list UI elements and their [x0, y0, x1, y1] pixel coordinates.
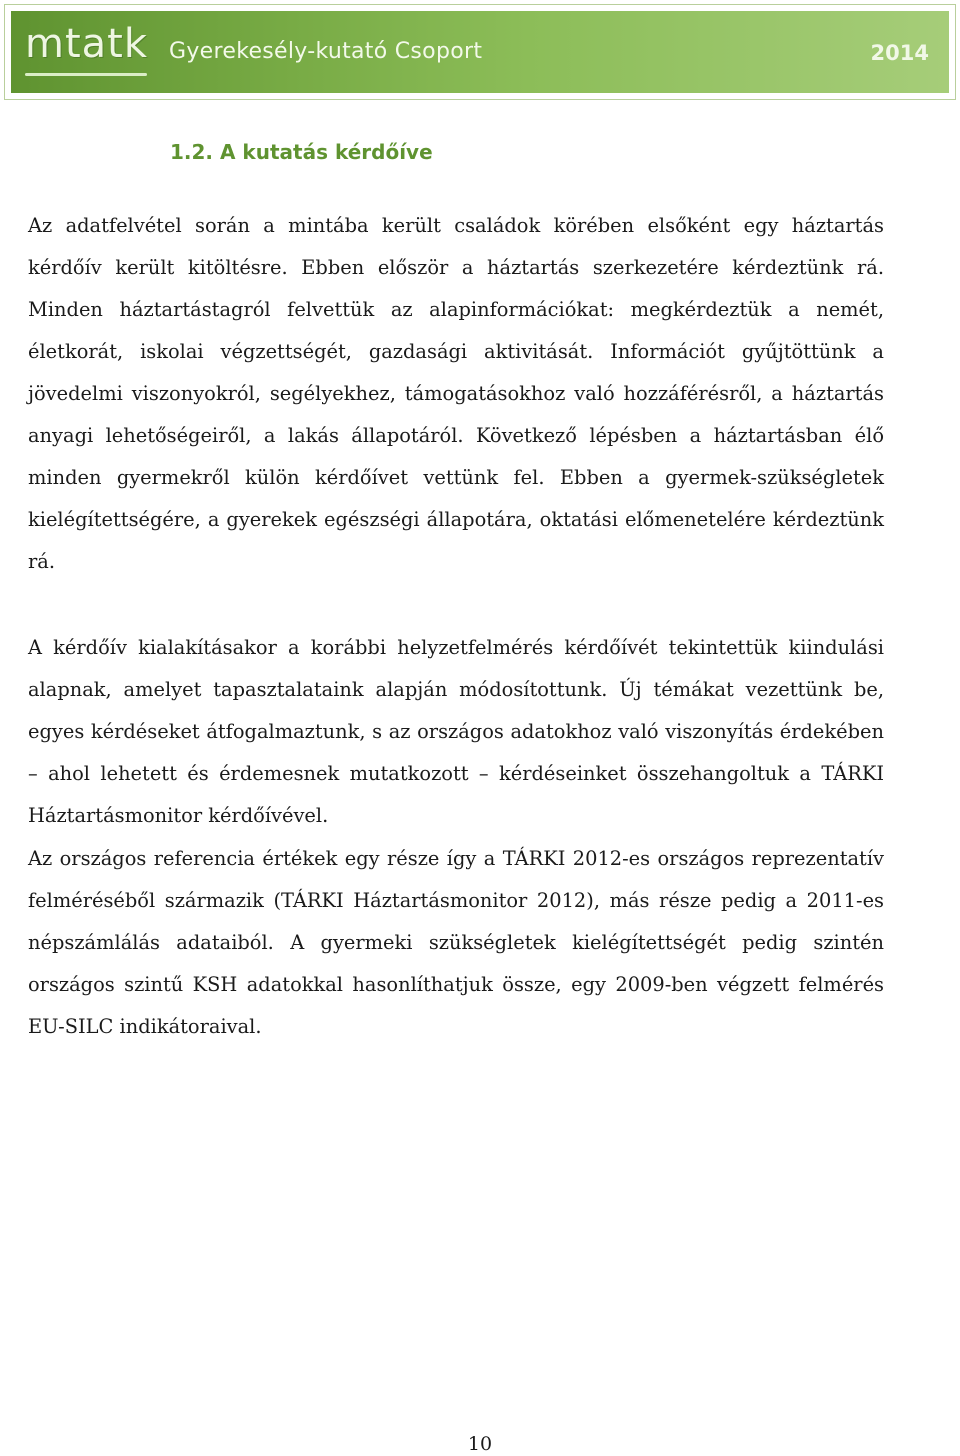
- header-banner-background: [11, 11, 949, 93]
- page-number: 10: [467, 1433, 493, 1455]
- mtatk-logo: mtatk: [25, 21, 149, 67]
- header-banner: [4, 4, 956, 100]
- header-year: 2014: [870, 41, 929, 65]
- logo-underline: [25, 73, 147, 76]
- paragraph-household-questionnaire: Az adatfelvétel során a mintába került családok körében elsőként egy háztartás kérdőív került kitöltésre. Ebben először a háztartás szerkezetére kérdeztünk rá. Minden háztartástagról felvettük az alapinformációkat: megkérdeztük a nemét, életkorát, iskolai végzettségét, gazdasági aktivitását. Információt gyűjtöttünk a jövedelmi viszonyokról, segélyekhez, támogatásokhoz való hozzáférésről, a háztartás anyagi lehetőségeiről, a lakás állapotáról. Következő lépésben a háztartásban élő minden gyermekről külön kérdőívet vettünk fel. Ebben a gyermek-szükségletek kielégítettségére, a gyerekek egészségi állapotára, oktatási előmenetelére kérdeztünk rá.: [28, 214, 884, 573]
- group-name: Gyerekesély-kutató Csoport: [169, 39, 483, 64]
- paragraph-reference-values: Az országos referencia értékek egy része így a TÁRKI 2012-es országos reprezentatív felméréséből származik (TÁRKI Háztartásmonitor 2012), más része pedig a 2011-es népszámlálás adataiból. A gyermeki szükségletek kielégítettségét pedig szintén országos szintű KSH adatokkal hasonlíthatjuk össze, egy 2009-ben végzett felmérés EU-SILC indikátoraival.: [28, 847, 884, 1038]
- section-title: 1.2. A kutatás kérdőíve: [170, 140, 433, 164]
- paragraph-questionnaire-design: A kérdőív kialakításakor a korábbi helyzetfelmérés kérdőívét tekintettük kiindulási alapnak, amelyet tapasztalataink alapján módosítottunk. Új témákat vezettünk be, egyes kérdéseket átfogalmaztunk, s az országos adatokhoz való viszonyítás érdekében – ahol lehetett és érdemesnek mutatkozott – kérdéseinket összehangoltuk a TÁRKI Háztartásmonitor kérdőívével.: [28, 636, 884, 827]
